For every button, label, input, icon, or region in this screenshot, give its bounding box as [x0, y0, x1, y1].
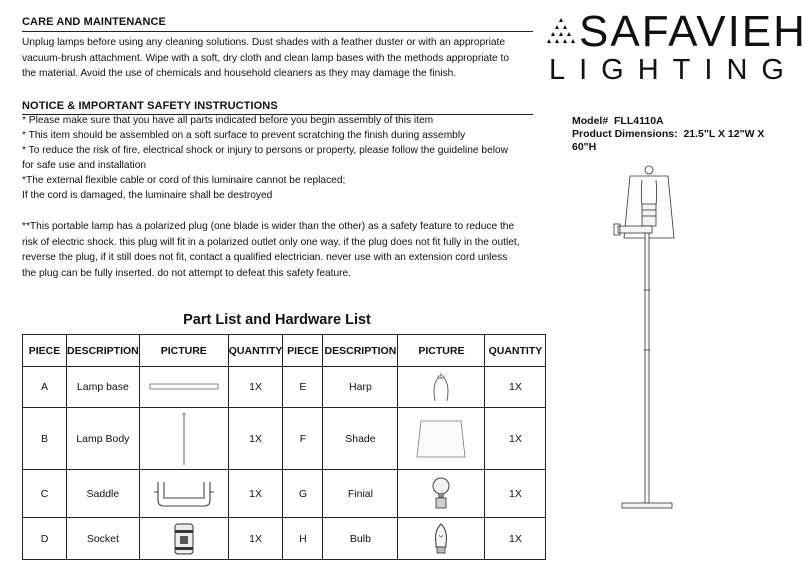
saddle-icon [152, 478, 216, 510]
piece-cell: E [283, 367, 323, 408]
model-line [572, 115, 797, 128]
care-divider [22, 31, 533, 32]
header-piece: PIECE [23, 335, 67, 367]
floor-lamp-illustration-icon [590, 160, 700, 550]
piece-cell: F [283, 408, 323, 470]
notice-line: *The external flexible cable or cord of this luminaire cannot be replaced; [22, 175, 346, 186]
notice-list [22, 113, 508, 203]
table-row [23, 470, 546, 518]
bulb-icon [431, 521, 451, 557]
quantity-cell: 1X [228, 408, 283, 470]
quantity-cell: 1X [228, 518, 283, 560]
header-quantity: QUANTITY [228, 335, 283, 367]
table-row [23, 518, 546, 560]
piece-cell: C [23, 470, 67, 518]
care-line: vacuum-brush attachment. Wipe with a soft, dry cloth and clean lamp bases with the methods appropriate to [22, 52, 509, 64]
description-cell: Shade [323, 408, 398, 470]
model-label: Model# [572, 115, 609, 127]
piece-cell: G [283, 470, 323, 518]
model-value: FLL4110A [614, 115, 664, 127]
picture-cell [398, 367, 485, 408]
piece-cell: D [23, 518, 67, 560]
dimensions-line [572, 128, 797, 141]
parts-list-title: Part List and Hardware List [183, 312, 371, 328]
picture-cell [398, 408, 485, 470]
picture-cell [139, 518, 228, 560]
lamp-base-icon [148, 382, 220, 392]
finial-icon [429, 476, 453, 512]
notice-line: * To reduce the risk of fire, electrical shock or injury to persons or property, please follow the guideline below [22, 145, 509, 156]
care-line: the material. Avoid the use of chemicals and household cleaners as they may damage the finish. [22, 68, 457, 80]
notice-line: * Please make sure that you have all parts indicated before you begin assembly of this item [22, 115, 434, 126]
notice-line: If the cord is damaged, the luminaire shall be destroyed [22, 190, 273, 201]
description-cell: Bulb [323, 518, 398, 560]
plug-note-line: **This portable lamp has a polarized plug (one blade is wider than the other) as a safety feature to reduce the [22, 221, 515, 232]
description-cell: Lamp base [67, 367, 140, 408]
notice-line: for safe use and installation [22, 160, 147, 171]
socket-icon [172, 521, 196, 557]
quantity-cell: 1X [228, 367, 283, 408]
lamp-body-icon [179, 411, 189, 467]
picture-cell [139, 408, 228, 470]
notice-heading: NOTICE & IMPORTANT SAFETY INSTRUCTIONS [22, 100, 278, 112]
care-paragraph [22, 35, 509, 82]
care-heading: CARE AND MAINTENANCE [22, 16, 166, 28]
care-line: Unplug lamps before using any cleaning solutions. Dust shades with a feather duster or with an appropriate [22, 37, 506, 48]
header-quantity: QUANTITY [485, 335, 546, 367]
picture-cell [139, 470, 228, 518]
piece-cell: A [23, 367, 67, 408]
table-row [23, 408, 546, 470]
plug-note-line: reverse the plug, if it still does not fit, contact a qualified electrician. never use with an extension cord unless [22, 252, 508, 264]
plug-note-line: the plug can be fully inserted. do not attempt to defeat this safety feature. [22, 267, 352, 279]
picture-cell [398, 470, 485, 518]
piece-cell: B [23, 408, 67, 470]
plug-note-line: risk of electric shock. this plug will fit in a polarized outlet only one way. if the plug does not fit fully in the outlet, [22, 236, 520, 248]
quantity-cell: 1X [485, 408, 546, 470]
table-row [23, 367, 546, 408]
picture-cell [398, 518, 485, 560]
dimensions-label: Product Dimensions: [572, 128, 678, 140]
dimensions-value: 21.5"L X 12"W X [683, 128, 765, 140]
product-spec [572, 115, 797, 154]
quantity-cell: 1X [485, 518, 546, 560]
header-piece: PIECE [283, 335, 323, 367]
description-cell: Finial [323, 470, 398, 518]
quantity-cell: 1X [485, 470, 546, 518]
header-description: DESCRIPTION [323, 335, 398, 367]
harp-icon [429, 371, 453, 403]
parts-header-row [23, 335, 546, 367]
description-cell: Saddle [67, 470, 140, 518]
notice-line: * This item should be assembled on a soft surface to prevent scratching the finish during assembly [22, 130, 466, 141]
brand-name: SAFAVIEH [579, 7, 807, 56]
description-cell: Socket [67, 518, 140, 560]
picture-cell [139, 367, 228, 408]
shade-icon [413, 417, 469, 461]
dimensions-value-cont: 60"H [572, 141, 597, 153]
quantity-cell: 1X [485, 367, 546, 408]
brand-mark-icon [546, 16, 576, 50]
polarized-plug-note [22, 219, 520, 281]
description-cell: Lamp Body [67, 408, 140, 470]
parts-table [22, 334, 546, 560]
description-cell: Harp [323, 367, 398, 408]
piece-cell: H [283, 518, 323, 560]
header-picture: PICTURE [398, 335, 485, 367]
quantity-cell: 1X [228, 470, 283, 518]
brand-subtitle: LIGHTING [549, 54, 798, 86]
header-picture: PICTURE [139, 335, 228, 367]
header-description: DESCRIPTION [67, 335, 140, 367]
